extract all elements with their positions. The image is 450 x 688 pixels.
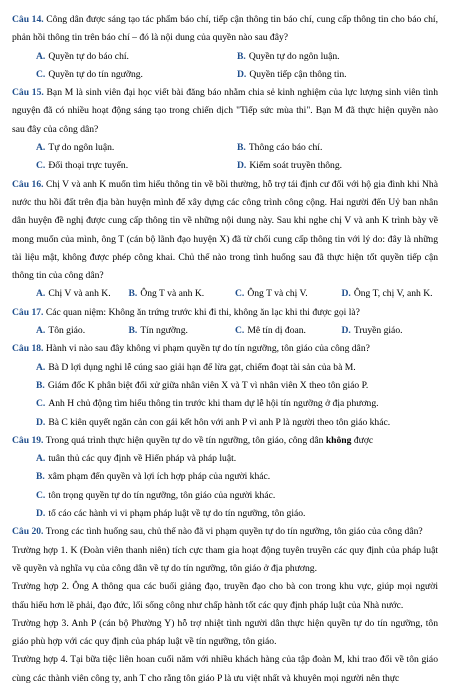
option-text: Anh H chủ động tìm hiểu thông tin trước khi tham dự lễ hội tín ngưỡng ở địa phương.	[48, 398, 379, 410]
question-number: Câu 18.	[12, 343, 44, 355]
option-text: Quyền tự do ngôn luận.	[248, 50, 340, 62]
option-d[interactable]	[225, 157, 438, 175]
question-number: Câu 16.	[12, 178, 44, 190]
option-letter: D.	[36, 416, 46, 428]
question-text: Các quan niệm: Không ăn trứng trước khi đi thi, không ăn lạc khi thi được gọi là?	[45, 306, 360, 318]
option-letter: C.	[36, 160, 46, 172]
option-text: Chị V và anh K.	[48, 288, 111, 300]
option-text: Ông T, chị V, anh K.	[353, 288, 433, 300]
option-letter: B.	[237, 50, 246, 62]
option-letter: D.	[237, 68, 247, 80]
case-3: Trường hợp 3. Anh P (cán bộ Phường Y) hỗ trợ nhiệt tình người dân thực hiện quyền tự do tín ngưỡng, tôn giáo phù hợp với các quy định của pháp luật về tín ngưỡng, tôn giáo.	[12, 617, 438, 648]
question-15	[12, 84, 438, 139]
question-18	[12, 340, 438, 358]
option-b[interactable]	[12, 468, 438, 486]
option-text: Đối thoại trực tuyến.	[48, 160, 129, 172]
option-text: Tín ngưỡng.	[140, 325, 188, 337]
question-text: Hành vi nào sau đây không vi phạm quyền tự do tín ngưỡng, tôn giáo của công dân?	[45, 343, 370, 355]
option-a[interactable]	[12, 359, 438, 377]
option-letter: C.	[36, 68, 46, 80]
option-text: Ông T và anh K.	[140, 288, 205, 300]
question-17	[12, 304, 438, 322]
question-text: Trong các tình huống sau, chủ thể nào đã vi phạm quyền tự do tín ngưỡng, tôn giáo của công dân?	[45, 526, 423, 538]
option-letter: C.	[36, 489, 46, 501]
case-2: Trường hợp 2. Ông A thông qua các buổi giảng đạo, truyền đạo cho bà con trong khu vực, giúp mọi người thấu hiểu hơn lẽ phải, đạo đức, lối sống công như chấp hành tốt các quy định pháp luật của Nhà nước.	[12, 581, 438, 611]
option-a[interactable]	[12, 139, 225, 157]
option-d[interactable]	[332, 285, 439, 303]
option-a[interactable]	[12, 48, 225, 66]
option-a[interactable]	[12, 450, 438, 468]
options-row	[12, 139, 438, 157]
option-text: Quyền tự do tín ngưỡng.	[48, 68, 143, 80]
option-text: Tự do ngôn luận.	[48, 142, 115, 154]
question-text: Chị V và anh K muốn tìm hiểu thông tin về bồi thường, hỗ trợ tái định cư đối với hộ gia đình khi Nhà nước thu hồi đất trên địa bàn huyện mình để xây dựng các công trình công cộng. Hai người đến Uỷ ban nhân dân huyện đề nghị được cung cấp thông tin về những nội dung này. Sau khi nghe chị V và anh K trình bày về mong muốn của mình, ông T (cán bộ lãnh đạo huyện X) đã từ chối cung cấp thông tin với lý do: đây là những tài liệu mật, không được phép công khai. Chủ thể nào trong tình huống sau đã thực hiện tốt quyền tiếp cận thông tin của công dân?	[12, 178, 438, 282]
option-a[interactable]	[12, 322, 119, 340]
option-letter: A.	[36, 50, 46, 62]
question-number: Câu 14.	[12, 14, 44, 25]
options-row	[12, 66, 438, 84]
option-c[interactable]	[225, 322, 332, 340]
question-20	[12, 523, 438, 541]
option-text: Bà C kiên quyết ngăn cản con gái kết hôn với anh P vì anh P là người theo tôn giáo khác.	[48, 416, 391, 428]
option-letter: D.	[341, 288, 351, 300]
question-text: Trong quá trình thực hiện quyền tự do về tín ngưỡng, tôn giáo, công dân	[45, 434, 326, 446]
options-row	[12, 322, 438, 340]
question-number: Câu 20.	[12, 526, 44, 538]
option-d[interactable]	[12, 505, 438, 523]
question-16	[12, 176, 438, 286]
option-text: Tôn giáo.	[48, 325, 86, 337]
option-text: Truyền giáo.	[353, 325, 403, 337]
option-b[interactable]	[12, 377, 438, 395]
option-c[interactable]	[225, 285, 332, 303]
option-letter: C.	[235, 325, 245, 337]
option-text: Bà D lợi dụng nghi lễ cúng sao giải hạn để lừa gạt, chiếm đoạt tài sản của bà M.	[48, 361, 356, 373]
option-letter: D.	[36, 508, 46, 520]
option-letter: B.	[128, 288, 138, 300]
option-d[interactable]	[225, 66, 438, 84]
option-b[interactable]	[119, 322, 226, 340]
options-row	[12, 48, 438, 66]
option-d[interactable]	[332, 322, 439, 340]
option-letter: A.	[36, 453, 46, 465]
option-b[interactable]	[225, 139, 438, 157]
option-text: Ông T và chị V.	[247, 288, 308, 300]
option-text: Quyền tiếp cận thông tin.	[249, 68, 347, 80]
option-text: xâm phạm đến quyền và lợi ích hợp pháp của người khác.	[47, 471, 271, 483]
options-row	[12, 157, 438, 175]
option-c[interactable]	[12, 395, 438, 413]
question-number: Câu 15.	[12, 87, 44, 99]
option-text: Mê tín dị đoan.	[247, 325, 306, 337]
question-text-end: được	[351, 434, 374, 446]
option-letter: B.	[36, 379, 45, 391]
option-text: tố cáo các hành vi vi phạm pháp luật về tự do tín ngưỡng, tôn giáo.	[48, 508, 306, 520]
option-text: Thông cáo báo chí.	[248, 142, 323, 154]
option-letter: A.	[36, 361, 46, 373]
question-number: Câu 17.	[12, 306, 44, 318]
option-a[interactable]	[12, 285, 119, 303]
option-b[interactable]	[225, 48, 438, 66]
question-14	[12, 11, 438, 48]
option-c[interactable]	[12, 487, 438, 505]
option-text: tôn trọng quyền tự do tín ngưỡng, tôn giáo của người khác.	[48, 489, 276, 501]
option-d[interactable]	[12, 414, 438, 432]
question-keyword: không	[325, 434, 352, 446]
option-c[interactable]	[12, 66, 225, 84]
question-19	[12, 432, 438, 450]
question-text: Bạn M là sinh viên đại học viết bài đăng báo nhằm chia sẻ kinh nghiệm của lực lượng sinh viên tình nguyện đã có nhiều hoạt động sáng tạo trong chiến dịch "Tiếp sức mùa thi". Bạn M đã thực hiện quyền nào sau đây của công dân?	[12, 87, 438, 135]
option-text: Giám đốc K phân biệt đối xử giữa nhân viên X và T vì nhân viên X theo tôn giáo P.	[47, 379, 369, 391]
option-text: Kiểm soát truyền thông.	[249, 160, 343, 172]
option-letter: A.	[36, 142, 46, 154]
option-letter: A.	[36, 288, 46, 300]
option-c[interactable]	[12, 157, 225, 175]
option-text: tuân thủ các quy định về Hiến pháp và pháp luật.	[48, 453, 237, 465]
option-letter: C.	[36, 398, 46, 410]
option-text: Quyền tự do báo chí.	[48, 50, 129, 62]
case-1: Trường hợp 1. K (Đoàn viên thanh niên) tích cực tham gia hoạt động tuyên truyền các quy định của pháp luật về quyền và nghĩa vụ của công dân về tự do tín ngưỡng, tôn giáo ở địa phương.	[12, 544, 438, 574]
option-letter: A.	[36, 325, 46, 337]
option-letter: D.	[237, 160, 247, 172]
option-letter: D.	[341, 325, 351, 337]
options-row	[12, 285, 438, 303]
option-letter: B.	[36, 471, 45, 483]
case-4: Trường hợp 4. Tại bữa tiệc liên hoan cuối năm với nhiều khách hàng của tập đoàn M, khi trao đổi về tôn giáo cùng các thành viên công ty, anh T cho rằng tôn giáo P là ưu việt nhất và khuyên mọi người nên thực	[12, 654, 438, 684]
option-letter: C.	[235, 288, 245, 300]
option-b[interactable]	[119, 285, 226, 303]
question-number: Câu 19.	[12, 434, 44, 446]
option-letter: B.	[237, 142, 246, 154]
question-text: Công dân được sáng tạo tác phẩm báo chí, tiếp cận thông tin báo chí, cung cấp thông tin cho báo chí, phản hồi thông tin trên báo chí – đó là nội dung của quyền nào sau đây?	[12, 14, 438, 44]
option-letter: B.	[128, 325, 138, 337]
